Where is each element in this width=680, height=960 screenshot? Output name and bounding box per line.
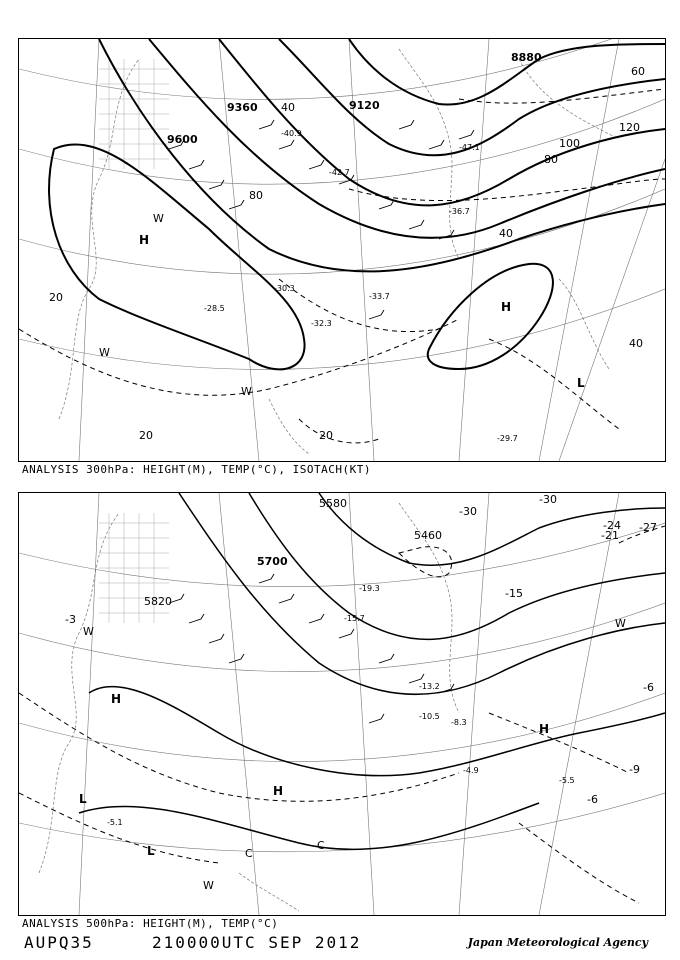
temp-label: -32.3 — [311, 319, 332, 328]
low-center: L — [577, 376, 585, 390]
warm-center: W — [615, 617, 626, 630]
map-panel-500hpa — [18, 492, 666, 916]
temp-label: -30.3 — [274, 284, 295, 293]
warm-center: W — [241, 385, 252, 398]
temp-label: -6 — [587, 793, 598, 806]
height-contours — [99, 39, 665, 271]
station-label: -8.3 — [451, 718, 467, 727]
temp-label: -40.9 — [281, 129, 302, 138]
temp-label: -28.5 — [204, 304, 225, 313]
isotach-label: 40 — [629, 337, 643, 350]
high-center: H — [501, 300, 512, 314]
station-label: -4.9 — [463, 766, 479, 775]
temp-label: -36.7 — [449, 207, 470, 216]
station-label: -5.1 — [107, 818, 123, 827]
temp-label: -30 — [459, 505, 477, 518]
wind-barbs — [169, 120, 474, 319]
station-label: -10.5 — [419, 712, 440, 721]
warm-center: W — [99, 346, 110, 359]
high-center: H — [111, 692, 122, 706]
height-label: 5460 — [414, 529, 442, 542]
high-center: H — [273, 784, 284, 798]
temp-label: -42.7 — [329, 168, 350, 177]
temp-label: -33.7 — [369, 292, 390, 301]
isotach-label: 100 — [559, 137, 580, 150]
panel-caption-300hpa: ANALYSIS 300hPa: HEIGHT(M), TEMP(°C), ISOTACH(KT) — [22, 463, 372, 476]
cold-center: C — [317, 839, 325, 852]
station-label: -13.2 — [419, 682, 440, 691]
temp-label: -30 — [539, 493, 557, 506]
warm-center: W — [153, 212, 164, 225]
high-center: H — [539, 722, 550, 736]
map-500hpa-svg — [19, 493, 665, 915]
agency-name: Japan Meteorological Agency — [467, 936, 648, 949]
temp-label: -27 — [639, 521, 657, 534]
isotach-label: 20 — [139, 429, 153, 442]
temp-label: -47.1 — [459, 143, 480, 152]
station-label: -5.5 — [559, 776, 575, 785]
height-label: 9120 — [349, 99, 380, 112]
map-300hpa-svg — [19, 39, 665, 461]
low-center: L — [147, 844, 155, 858]
isotach-label: 20 — [319, 429, 333, 442]
valid-time: 210000UTC SEP 2012 — [151, 933, 362, 952]
latlon-grid — [19, 39, 665, 461]
temp-label: -9 — [629, 763, 640, 776]
warm-center: W — [203, 879, 214, 892]
height-label: 5700 — [257, 555, 288, 568]
isotherms — [19, 526, 665, 903]
station-label: -15.7 — [344, 614, 365, 623]
height-label: 9360 — [227, 101, 258, 114]
chart-code: AUPQ35 — [24, 933, 94, 952]
isotach-label: 80 — [249, 189, 263, 202]
height-label: 5820 — [144, 595, 172, 608]
height-label: 5580 — [319, 497, 347, 510]
height-contours — [79, 493, 665, 849]
cold-center: C — [245, 847, 253, 860]
isotach-label: 40 — [499, 227, 513, 240]
wind-barbs — [169, 574, 454, 723]
temp-label: -3 — [65, 613, 76, 626]
low-center: L — [79, 792, 87, 806]
temp-label: -15 — [505, 587, 523, 600]
temp-label: -24 — [603, 519, 621, 532]
warm-center: W — [83, 625, 94, 638]
high-center: H — [139, 233, 150, 247]
panel-caption-500hpa: ANALYSIS 500hPa: HEIGHT(M), TEMP(°C) — [22, 917, 279, 930]
temp-label: -29.7 — [497, 434, 518, 443]
station-label: -19.3 — [359, 584, 380, 593]
isotach-label: 40 — [281, 101, 295, 114]
height-label: 8880 — [511, 51, 542, 64]
isotach-label: 60 — [631, 65, 645, 78]
height-label: 9600 — [167, 133, 198, 146]
temp-label: -21 — [601, 529, 619, 542]
temp-label: -6 — [643, 681, 654, 694]
map-panel-300hpa — [18, 38, 666, 462]
chart-footer — [24, 933, 361, 952]
isotach-label: 20 — [49, 291, 63, 304]
isotach-contours — [49, 144, 553, 369]
isotach-label: 80 — [544, 153, 558, 166]
isotach-label: 120 — [619, 121, 640, 134]
